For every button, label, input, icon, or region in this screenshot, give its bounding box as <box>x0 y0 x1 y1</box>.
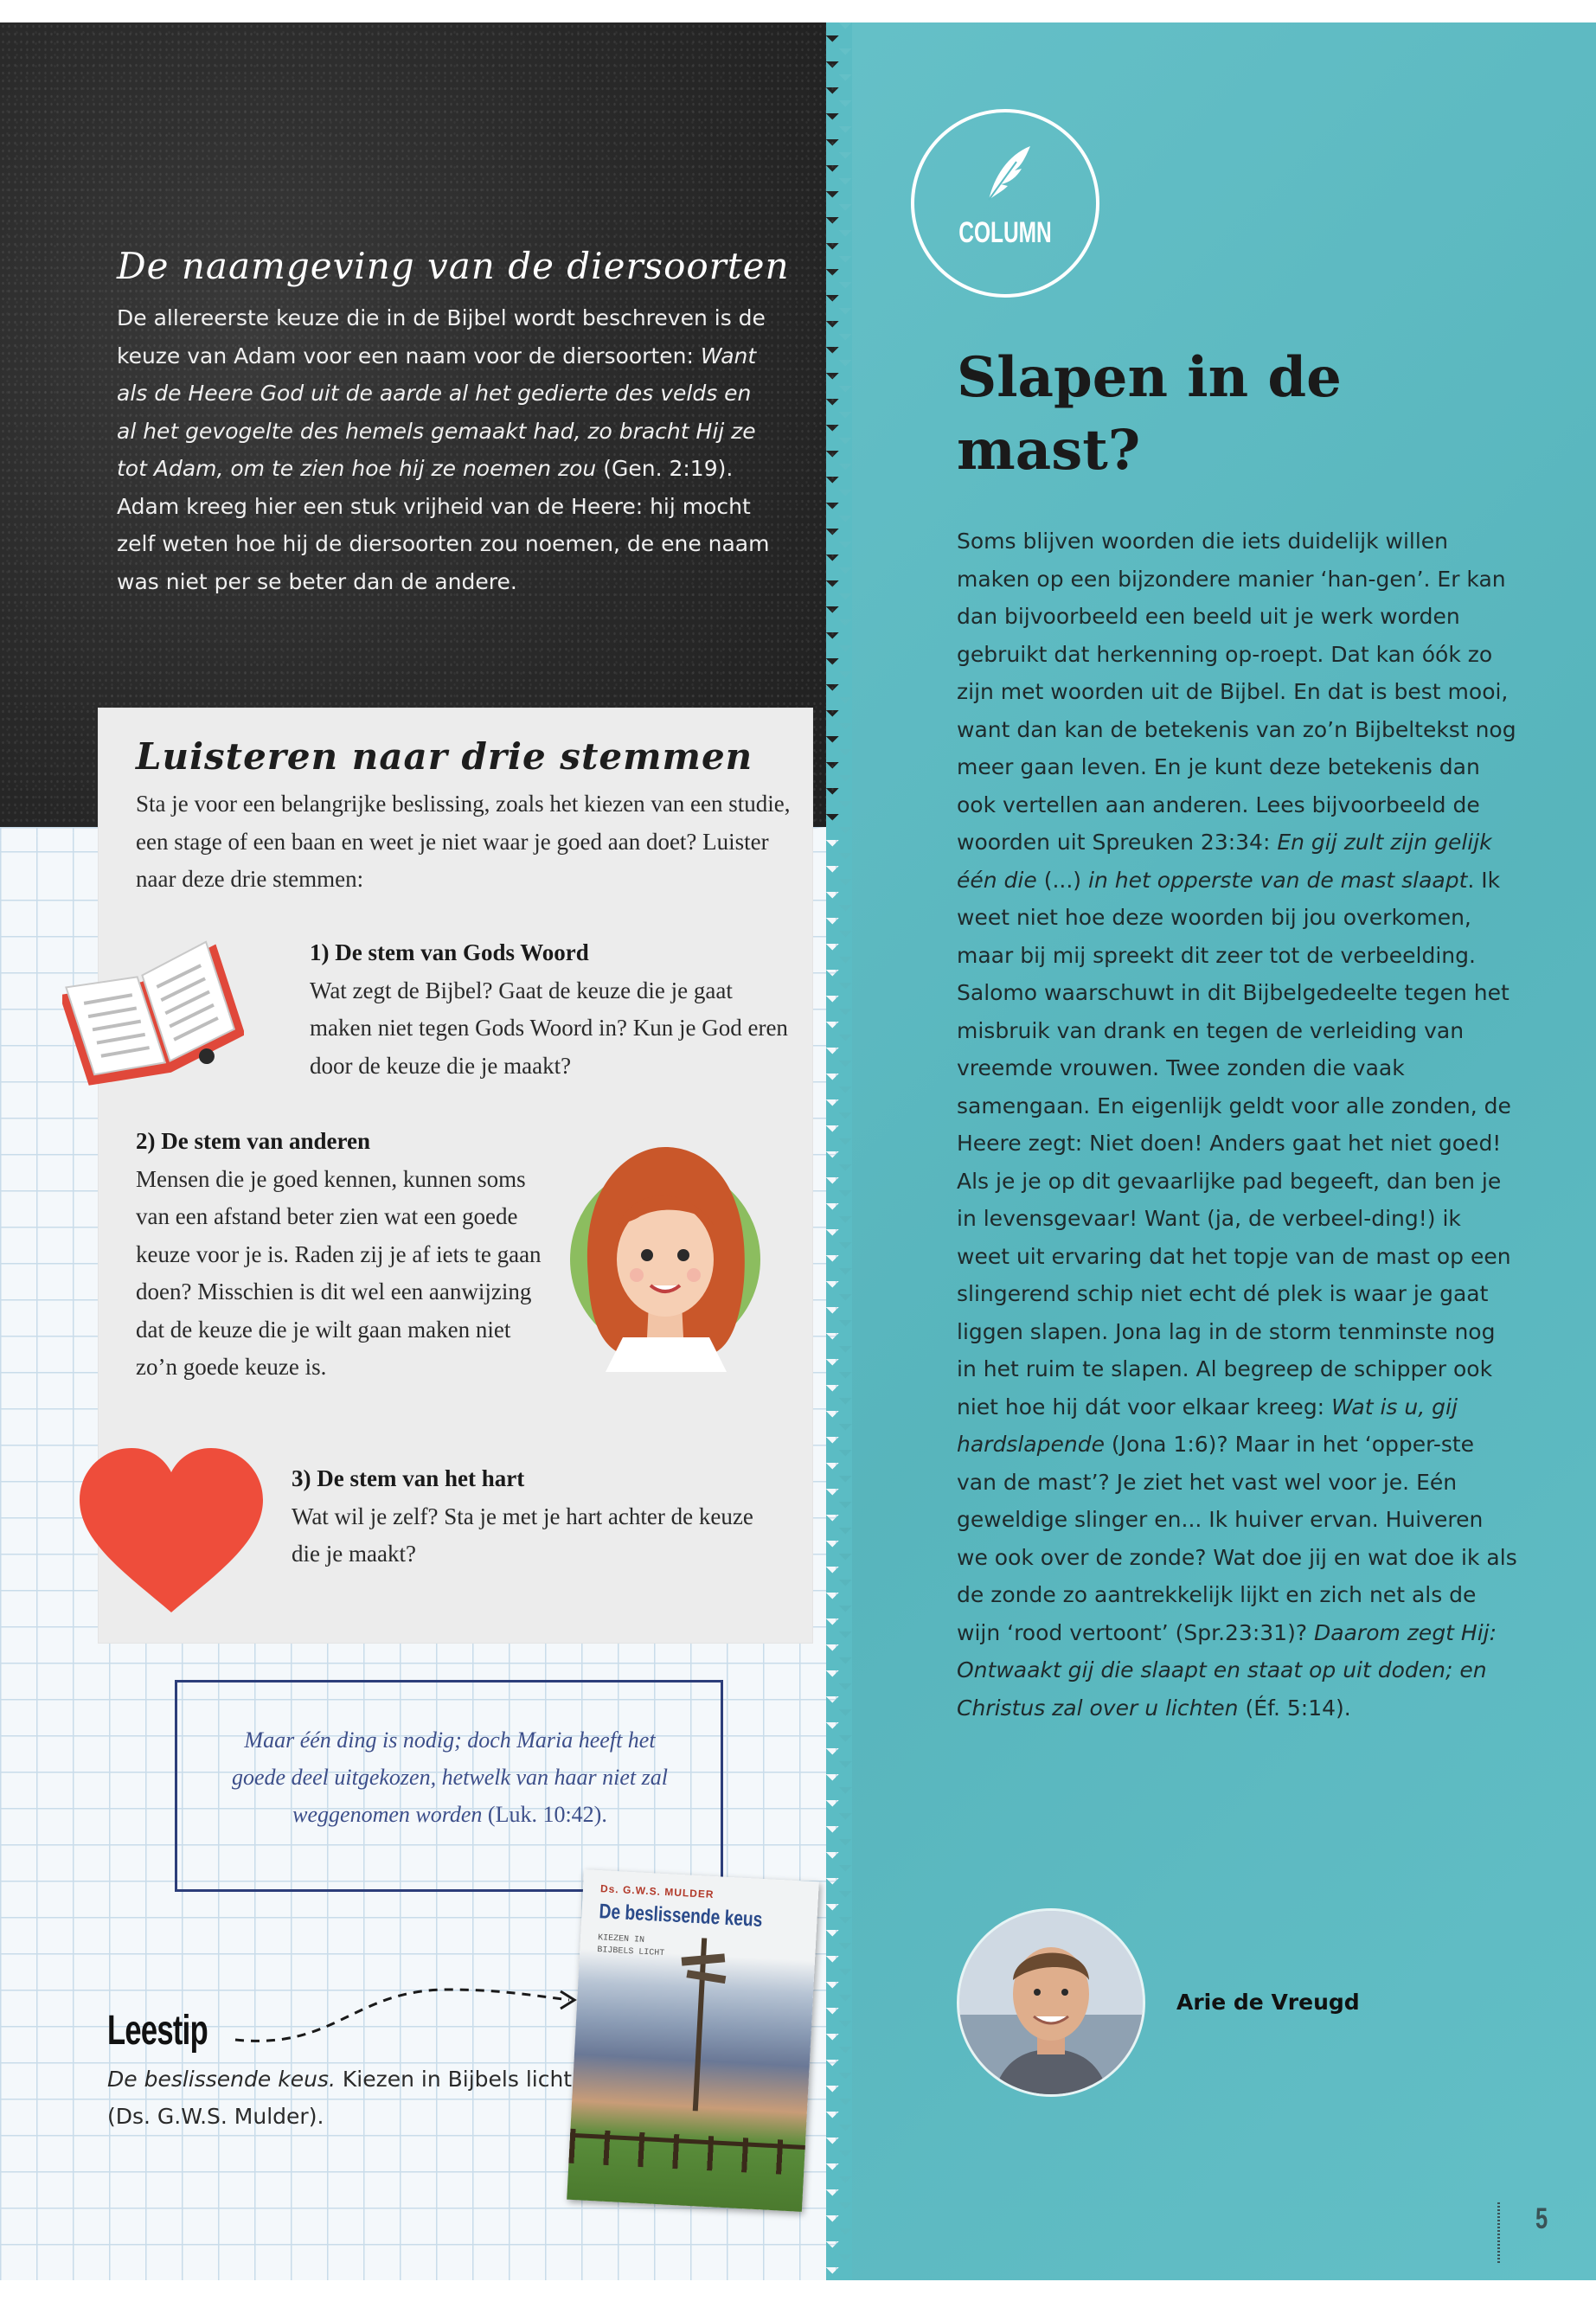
page-number-rule <box>1497 2202 1500 2263</box>
book-subtitle: KIEZEN IN BIJBELS LICHT <box>597 1933 665 1959</box>
page-number: 5 <box>1535 2202 1548 2235</box>
voice-text: Mensen die je goed kennen, kunnen soms van een afstand beter zien wat een goede keuze voor je is. Raden zij je af iets te gaan doen? Misschien is dit wel een aanwijzing dat de keuze die je wilt gaan maken niet zo’n goede keuze is. <box>136 1165 542 1380</box>
leestip-label: Leestip <box>107 2008 208 2054</box>
sign-board <box>682 1953 726 1965</box>
leestip-text: De beslissende keus. Kiezen in Bijbels licht (Ds. G.W.S. Mulder). <box>107 2067 573 2129</box>
author-avatar <box>957 1908 1145 2097</box>
open-book-icon <box>62 933 244 1102</box>
author-portrait <box>959 1911 1143 2094</box>
book-title: De beslissende keus <box>598 1900 764 1932</box>
voice-heading: 3) De stem van het hart <box>292 1465 525 1491</box>
woman-avatar-icon <box>554 1130 777 1372</box>
zigzag-edge <box>826 22 852 2289</box>
feather-icon <box>982 143 1034 203</box>
bible-quote: Maar één ding is nodig; doch Maria heeft het goede deel uitgekozen, hetwelk van haar niet zal weggenomen worden (Luk. 10:42). <box>232 1727 668 1827</box>
chalk-body: De allereerste keuze die in de Bijbel wordt beschreven is de keuze van Adam voor een naam voor de diersoorten: Want als de Heere God uit de aarde al het gedierte des velds en al het gevogelte des hemels gemaakt had, zo bracht Hij ze tot Adam, om te zien hoe hij ze noemen zou (Gen. 2:19). Adam kreeg hier een stuk vrijheid van de Heere: hij mocht zelf weten hoe hij de diersoorten zou noemen, de ene naam was niet per se beter dan de andere. <box>117 305 770 594</box>
dashed-arrow-icon <box>232 1964 578 2059</box>
book-cover <box>567 1869 819 2212</box>
voice-heart <box>292 1460 776 1574</box>
heart-icon <box>80 1448 263 1614</box>
voice-others <box>136 1123 542 1387</box>
fence <box>568 2129 805 2176</box>
voice-gods-word <box>310 934 794 1085</box>
voice-heading: 1) De stem van Gods Woord <box>310 939 589 965</box>
article-body: Soms blijven woorden die iets duidelijk willen maken op een bijzondere manier ‘han-gen’. Er kan dan bijvoorbeeld een beeld uit je werk worden gebruikt dat herkenning op-roept. Dat kan óók zo zijn met woorden uit de Bijbel. En dat is best mooi, want dan kan de betekenis van zo’n Bijbeltekst nog meer gaan leven. En je kunt deze betekenis dan ook vertellen aan anderen. Lees bijvoorbeeld de woorden uit Spreuken 23:34: En gij zult zijn gelijk één die (...) in het opperste van de mast slaapt. Ik weet niet hoe deze woorden bij jou overkomen, maar bij mij spreekt dit zeer tot de verbeelding. Salomo waarschuwt in dit Bijbelgedeelte tegen het misbruik van drank en tegen de verleiding van vreemde vrouwen. Twee zonden die vaak samengaan. En eigenlijk geldt voor alle zonden, de Heere zegt: Niet doen! Anders gaat het niet goed! Als je je op dit gevaarlijke pad begeeft, dan ben je in levensgevaar! Want (ja, de verbeel-ding!) ik weet uit ervaring dat het topje van de mast op een slingerend schip niet echt dé plek is waar je gaat liggen slapen. Jona lag in de storm tenminste nog in het ruim te slapen. Al begreep de schipper ook niet hoe hij dát voor elkaar kreeg: Wat is u, gij hardslapende (Jona 1:6)? Maar in het ‘opper-ste van de mast’? Je ziet het vast wel voor je. Eén geweldige slinger en... Ik huiver ervan. Huiveren we ook over de zonde? Wat doe jij en wat doe ik als de zonde zo aantrekkelijk lijkt en zich net als de wijn ‘rood vertoont’ (Spr.23:31)? Daarom zegt Hij: Ontwaakt gij die slaapt en staat op uit doden; en Christus zal over u lichten (Éf. 5:14). <box>957 529 1517 1721</box>
voice-text: Wat wil je zelf? Sta je met je hart achter de keuze die je maakt? <box>292 1503 753 1567</box>
three-voices-intro: Sta je voor een belangrijke beslissing, zoals het kiezen van een studie, een stage of een baan en weet je niet waar je goed aan doet? Luister naar deze drie stemmen: <box>136 791 791 892</box>
three-voices-heading: Luisteren naar drie stemmen <box>136 735 753 778</box>
voice-text: Wat zegt de Bijbel? Gaat de keuze die je gaat maken niet tegen Gods Woord in? Kun je God eren door de keuze die je maakt? <box>310 977 788 1079</box>
author-name: Arie de Vreugd <box>1176 1990 1360 2015</box>
bottom-margin <box>0 2280 1596 2301</box>
column-badge <box>911 109 1099 298</box>
article-title: Slapen in de mast? <box>957 345 1342 483</box>
top-margin <box>0 0 1596 22</box>
voice-heading: 2) De stem van anderen <box>136 1128 370 1154</box>
column-label: COLUMN <box>958 216 1052 249</box>
sign-board <box>686 1970 726 1984</box>
book-author: Ds. G.W.S. MULDER <box>599 1882 715 1901</box>
chalk-heading: De naamgeving van de diersoorten <box>117 245 790 287</box>
